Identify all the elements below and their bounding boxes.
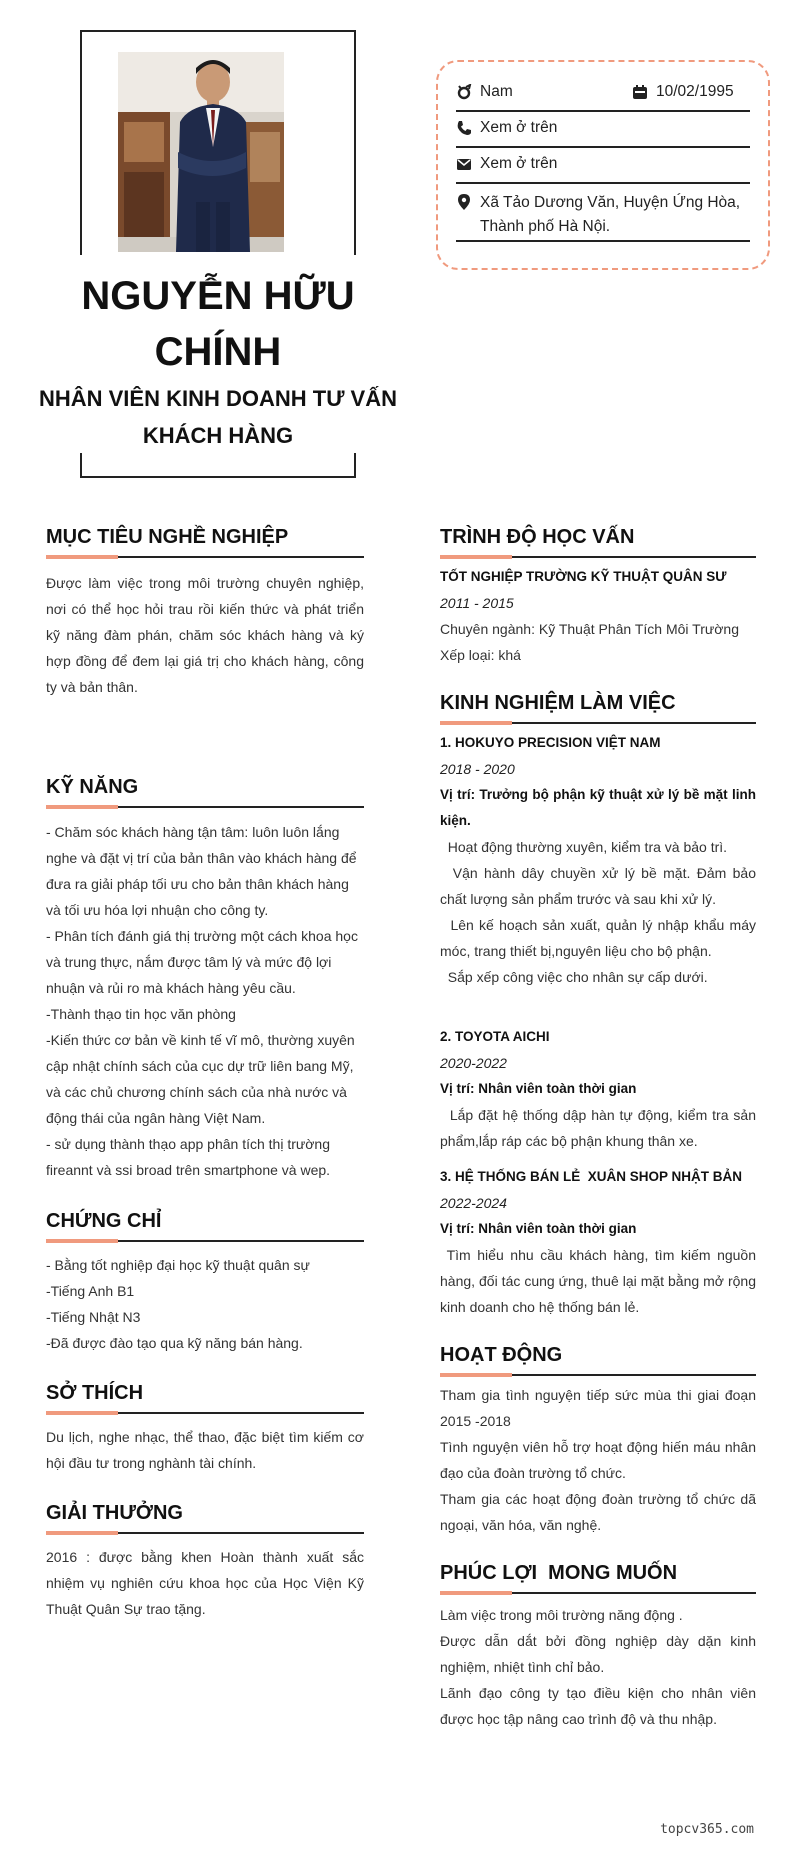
skills-line: cập nhật chính sách của cục dự trữ liên bang Mỹ, bbox=[46, 1058, 354, 1074]
benefits-accent bbox=[440, 1591, 512, 1595]
contact-row-phone bbox=[456, 118, 750, 148]
job-2-company: 2. TOYOTA AICHI bbox=[440, 1029, 550, 1044]
experience-title: KINH NGHIỆM LÀM VIỆC bbox=[440, 692, 676, 714]
activities-title: HOẠT ĐỘNG bbox=[440, 1344, 563, 1366]
benefit-item: Làm việc trong môi trường năng động . bbox=[440, 1607, 683, 1623]
awards-text: 2016 : được bằng khen Hoàn thành xuất sắc nhiệm vụ nghiên cứu khoa học của Học Viện Kỹ Thuật Quân Sự trao tặng. bbox=[46, 1549, 364, 1617]
skills-line: nghe và đặt vị trí của bản thân vào khách hàng để bbox=[46, 850, 357, 866]
header-frame-left bbox=[80, 30, 82, 255]
contact-row-email bbox=[456, 154, 750, 184]
activity-item: Tham gia tình nguyện tiếp sức mùa thi giai đoạn 2015 -2018 bbox=[440, 1387, 756, 1429]
certificate-item: -Tiếng Nhật N3 bbox=[46, 1309, 141, 1325]
education-major: Chuyên ngành: Kỹ Thuật Phân Tích Môi Trường bbox=[440, 621, 739, 637]
candidate-name-line2: CHÍNH bbox=[154, 330, 282, 374]
skills-list bbox=[46, 819, 376, 1183]
address-line2: Thành phố Hà Nội. bbox=[480, 218, 611, 235]
job-2-description: Lắp đặt hệ thống dập hàn tự động, kiểm tra sản phẩm,lắp ráp các bộ phận khung thân xe. bbox=[440, 1107, 760, 1149]
gender-text: Nam bbox=[480, 83, 513, 100]
profile-photo bbox=[118, 52, 284, 252]
contact-row-address bbox=[456, 190, 750, 242]
skills-line: và trung thực, nắm được tâm lý và mức độ lợi bbox=[46, 954, 332, 970]
address-text bbox=[480, 191, 740, 239]
certificate-item: -Tiếng Anh B1 bbox=[46, 1283, 135, 1299]
objective-title: MỤC TIÊU NGHỀ NGHIỆP bbox=[46, 526, 289, 548]
job-title-line1: NHÂN VIÊN KINH DOANH TƯ VẤN bbox=[38, 386, 398, 411]
skills-line: -Thành thạo tin học văn phòng bbox=[46, 1006, 236, 1022]
skills-line: - Chăm sóc khách hàng tận tâm: luôn luôn lắng bbox=[46, 824, 340, 840]
job-1-position: Vị trí: Trưởng bộ phận kỹ thuật xử lý bề mặt linh kiện. bbox=[440, 787, 756, 828]
education-accent bbox=[440, 555, 512, 559]
job-2-period: 2020-2022 bbox=[440, 1055, 507, 1071]
education-school: TỐT NGHIỆP TRƯỜNG KỸ THUẬT QUÂN SƯ bbox=[440, 569, 727, 584]
skills-line: - Phân tích đánh giá thị trường một cách khoa học bbox=[46, 928, 358, 944]
header-frame-left-bottom bbox=[80, 453, 82, 477]
awards-accent bbox=[46, 1531, 118, 1535]
header-frame-bottom bbox=[80, 476, 356, 478]
job-1-duty: Lên kế hoạch sản xuất, quản lý nhập khẩu máy móc, trang thiết bị,nguyên liệu cho bộ phận. bbox=[440, 917, 760, 959]
job-1-duty: Vận hành dây chuyền xử lý bề mặt. Đảm bảo chất lượng sản phẩm trước và sau khi xử lý. bbox=[440, 865, 760, 907]
objective-accent bbox=[46, 555, 118, 559]
certificate-item: -Đã được đào tạo qua kỹ năng bán hàng. bbox=[46, 1335, 303, 1351]
job-3 bbox=[440, 1164, 760, 1320]
candidate-name-line1: NGUYỄN HỮU bbox=[81, 274, 355, 318]
skills-line: động thái của ngân hàng Việt Nam. bbox=[46, 1110, 266, 1126]
job-3-company: 3. HỆ THỐNG BÁN LẺ XUÂN SHOP NHẬT BẢN bbox=[440, 1169, 743, 1184]
activity-item: Tham gia các hoạt động đoàn trường tổ chức dã ngoại, văn hóa, văn nghệ. bbox=[440, 1491, 756, 1533]
activities-accent bbox=[440, 1373, 512, 1377]
job-3-description: Tìm hiểu nhu cầu khách hàng, tìm kiếm nguồn hàng, đối tác cung ứng, thuê lại mặt bằng mở rộng kinh doanh cho hệ thống bán lẻ. bbox=[440, 1247, 760, 1315]
job-title bbox=[20, 380, 416, 454]
experience-accent bbox=[440, 721, 512, 725]
job-2-position: Vị trí: Nhân viên toàn thời gian bbox=[440, 1081, 637, 1096]
job-2 bbox=[440, 1024, 760, 1154]
certificates-accent bbox=[46, 1239, 118, 1243]
education-period: 2011 - 2015 bbox=[440, 595, 514, 611]
awards-title: GIẢI THƯỞNG bbox=[46, 1502, 183, 1524]
job-1-duty: Sắp xếp công việc cho nhân sự cấp dưới. bbox=[440, 969, 708, 985]
education-block bbox=[440, 564, 760, 668]
skills-line: và tối ưu hóa lợi nhuận cho công ty. bbox=[46, 902, 269, 918]
header-frame-top bbox=[80, 30, 356, 32]
skills-title: KỸ NĂNG bbox=[46, 776, 139, 798]
job-3-position: Vị trí: Nhân viên toàn thời gian bbox=[440, 1221, 637, 1236]
certificates-list bbox=[46, 1252, 364, 1356]
certificates-title: CHỨNG CHỈ bbox=[46, 1210, 162, 1232]
dob-text: 10/02/1995 bbox=[656, 83, 734, 100]
certificate-item: - Bằng tốt nghiệp đại học kỹ thuật quân sự bbox=[46, 1257, 310, 1273]
header-frame-right bbox=[354, 30, 356, 255]
education-title: TRÌNH ĐỘ HỌC VẤN bbox=[440, 526, 635, 548]
phone-icon bbox=[456, 120, 472, 136]
hobbies-accent bbox=[46, 1411, 118, 1415]
hobbies-text: Du lịch, nghe nhạc, thể thao, đặc biệt tìm kiếm cơ hội đầu tư trong nghành tài chính. bbox=[46, 1429, 364, 1471]
phone-text: Xem ở trên bbox=[480, 119, 558, 136]
skills-line: -Kiến thức cơ bản về kinh tế vĩ mô, thường xuyên bbox=[46, 1032, 355, 1048]
watermark-text: topcv365.com bbox=[660, 1822, 754, 1837]
skills-line: fireannt và ssi broad trên smartphone và wep. bbox=[46, 1162, 331, 1178]
email-text: Xem ở trên bbox=[480, 155, 558, 172]
email-icon bbox=[456, 156, 472, 172]
job-3-period: 2022-2024 bbox=[440, 1195, 507, 1211]
activities-list bbox=[440, 1382, 756, 1538]
skills-line: đưa ra giải pháp tối ưu cho bản thân khách hàng bbox=[46, 876, 349, 892]
gender-icon bbox=[456, 84, 472, 100]
job-1 bbox=[440, 730, 760, 990]
skills-line: và các chủ chương chính sách của nhà nước và bbox=[46, 1084, 347, 1100]
job-1-duty: Hoạt động thường xuyên, kiểm tra và bảo trì. bbox=[440, 839, 728, 855]
candidate-name bbox=[20, 268, 416, 380]
location-pin-icon bbox=[456, 194, 472, 210]
header-frame-right-bottom bbox=[354, 453, 356, 477]
job-title-line2: KHÁCH HÀNG bbox=[142, 423, 294, 448]
calendar-icon bbox=[632, 84, 648, 100]
education-grade: Xếp loại: khá bbox=[440, 647, 521, 663]
benefits-list bbox=[440, 1602, 756, 1732]
job-1-period: 2018 - 2020 bbox=[440, 761, 515, 777]
benefit-item: Lãnh đạo công ty tạo điều kiện cho nhân viên được học tập nâng cao trình độ và thu nhập. bbox=[440, 1685, 756, 1727]
address-line1: Xã Tảo Dương Văn, Huyện Ứng Hòa, bbox=[480, 194, 741, 211]
benefits-title: PHÚC LỢI MONG MUỐN bbox=[440, 1562, 678, 1584]
job-1-company: 1. HOKUYO PRECISION VIỆT NAM bbox=[440, 735, 661, 750]
skills-line: nhuận và rủi ro mà khách hàng yêu cầu. bbox=[46, 980, 296, 996]
activity-item: Tình nguyện viên hỗ trợ hoạt động hiến máu nhân đạo của đoàn trường tổ chức. bbox=[440, 1439, 756, 1481]
skills-line: - sử dụng thành thạo app phân tích thị trường bbox=[46, 1136, 330, 1152]
benefit-item: Được dẫn dắt bởi đồng nghiệp dày dặn kinh nghiệm, nhiệt tình chỉ bảo. bbox=[440, 1633, 756, 1675]
hobbies-title: SỞ THÍCH bbox=[46, 1382, 144, 1404]
contact-row-gender-dob bbox=[456, 82, 750, 112]
skills-accent bbox=[46, 805, 118, 809]
objective-text: Được làm việc trong môi trường chuyên nghiệp, nơi có thể học hỏi trau rồi kiến thức và phát triển kỹ năng đàm phán, chăm sóc khách hàng và ký hợp đồng để đem lại giá trị cho khách hàng, công ty và bản thân. bbox=[46, 575, 364, 695]
